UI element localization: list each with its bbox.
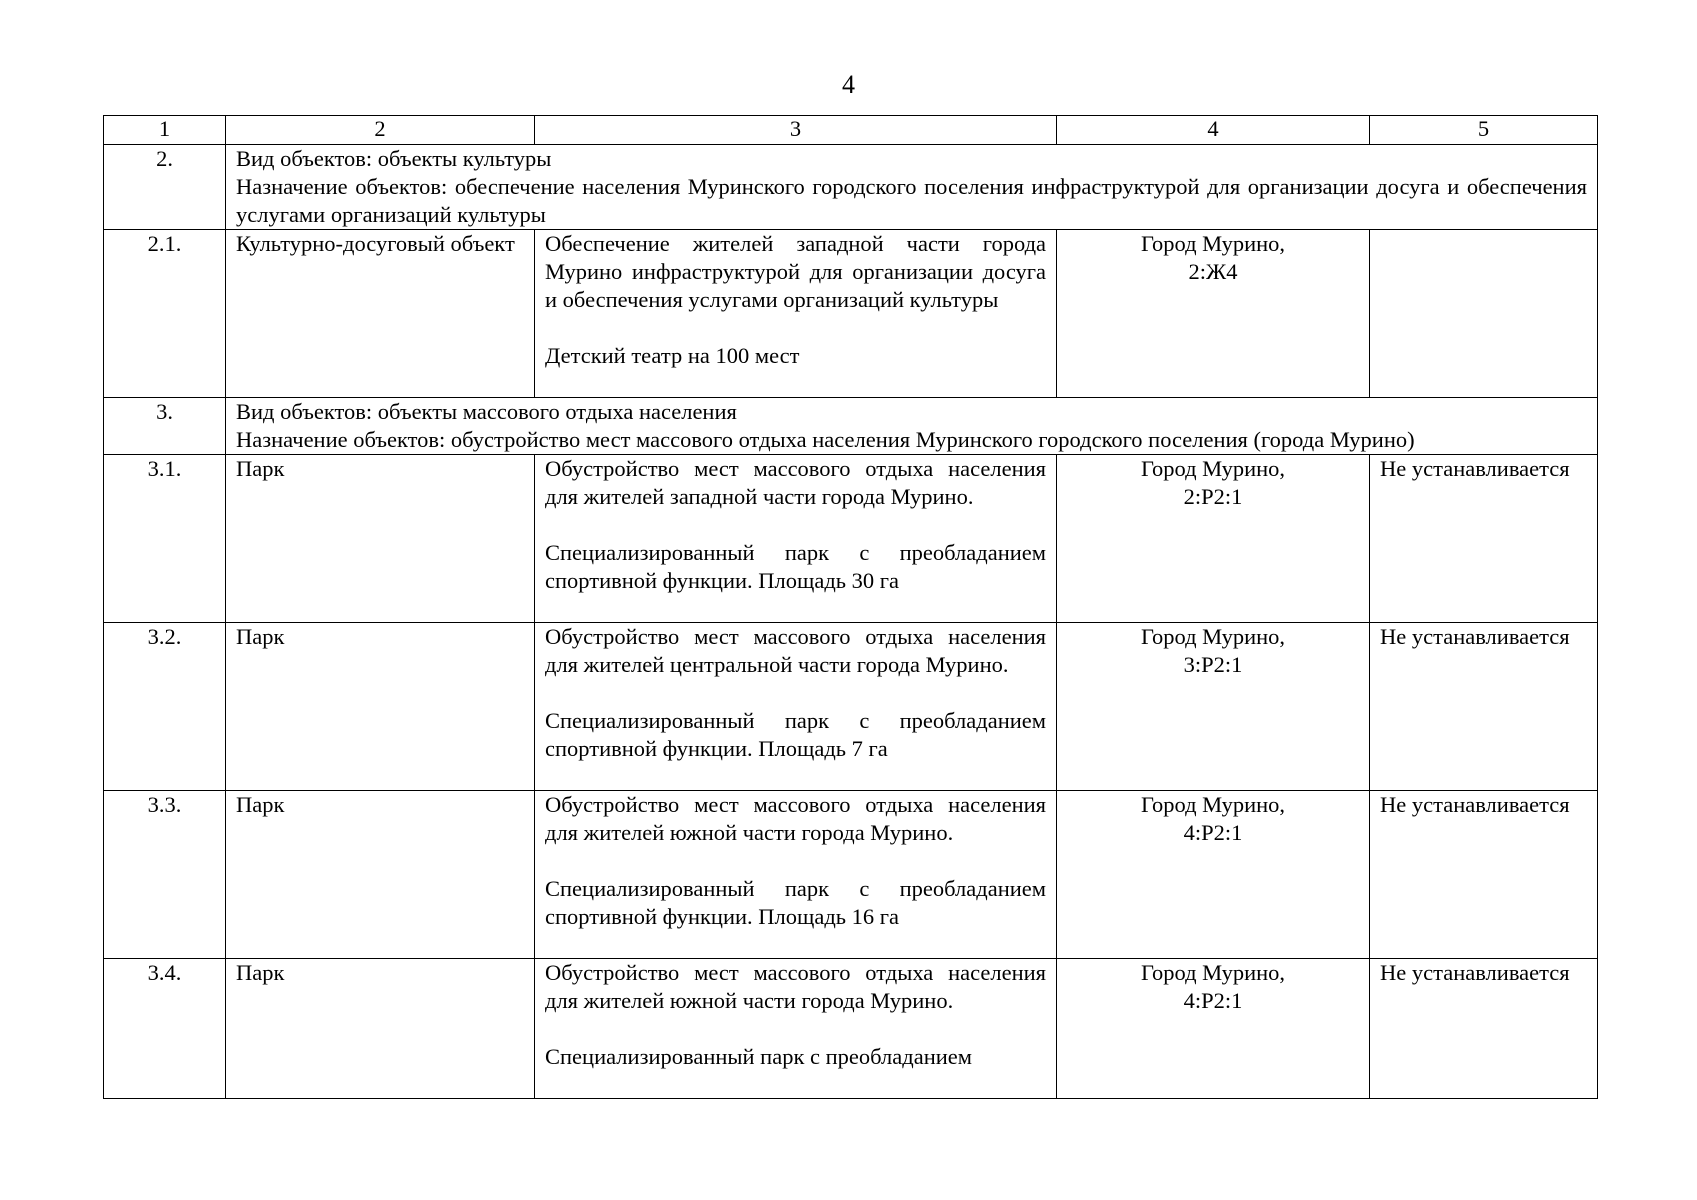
section-description [226,145,1598,230]
description-detail: Специализированный парк с преобладанием спортивной функции. Площадь 30 га [545,540,1046,593]
object-name: Парк [226,959,535,1099]
object-location [1057,791,1370,959]
object-description [535,791,1057,959]
row-number: 3.4. [104,959,226,1099]
table-header-row [104,116,1598,145]
location-zone-code: 4:Р2:1 [1183,820,1243,845]
object-location [1057,623,1370,791]
location-zone-code: 4:Р2:1 [1183,988,1243,1013]
location-city: Город Мурино, [1140,231,1286,256]
description-detail: Специализированный парк с преобладанием спортивной функции. Площадь 7 га [545,708,1046,761]
row-number: 3.1. [104,455,226,623]
section-row [104,398,1598,455]
table-row [104,230,1598,398]
description-text: Обеспечение жителей западной части города Мурино инфраструктурой для организации досуга и обеспечения услугами организаций культуры [545,231,1046,312]
location-zone-code: 2:Ж4 [1188,259,1238,284]
description-detail: Специализированный парк с преобладанием [545,1044,972,1069]
location-city: Город Мурино, [1140,792,1286,817]
object-location [1057,455,1370,623]
table-row [104,959,1598,1099]
restriction-zone [1370,230,1598,398]
description-text: Обустройство мест массового отдыха населения для жителей южной части города Мурино. [545,960,1046,1013]
object-name: Парк [226,455,535,623]
header-col-5: 5 [1370,116,1598,145]
object-description [535,455,1057,623]
section-number: 2. [104,145,226,230]
header-col-1: 1 [104,116,226,145]
location-zone-code: 2:Р2:1 [1183,484,1243,509]
restriction-zone: Не устанавливается [1370,959,1598,1099]
section-number: 3. [104,398,226,455]
table-row [104,455,1598,623]
header-col-2: 2 [226,116,535,145]
header-col-3: 3 [535,116,1057,145]
description-text: Обустройство мест массового отдыха населения для жителей западной части города Мурино. [545,456,1046,509]
object-location [1057,230,1370,398]
description-text: Обустройство мест массового отдыха населения для жителей южной части города Мурино. [545,792,1046,845]
restriction-zone: Не устанавливается [1370,623,1598,791]
row-number: 2.1. [104,230,226,398]
location-city: Город Мурино, [1140,456,1286,481]
section-purpose: Назначение объектов: обеспечение населения Муринского городского поселения инфраструктурой для организации досуга и обеспечения услугами организаций культуры [236,174,1587,227]
table-row [104,791,1598,959]
location-city: Город Мурино, [1140,624,1286,649]
description-detail: Специализированный парк с преобладанием спортивной функции. Площадь 16 га [545,876,1046,929]
object-description [535,230,1057,398]
objects-table [103,115,1598,1099]
table-row [104,623,1598,791]
section-kind: Вид объектов: объекты культуры [236,146,552,171]
header-col-4: 4 [1057,116,1370,145]
object-name: Культурно-досуговый объект [226,230,535,398]
object-description [535,959,1057,1099]
row-number: 3.3. [104,791,226,959]
section-purpose: Назначение объектов: обустройство мест массового отдыха населения Муринского городского поселения (города Мурино) [236,427,1415,452]
location-city: Город Мурино, [1140,960,1286,985]
object-location [1057,959,1370,1099]
page-number: 4 [842,70,855,99]
description-detail: Детский театр на 100 мест [545,343,800,368]
restriction-zone: Не устанавливается [1370,791,1598,959]
section-kind: Вид объектов: объекты массового отдыха населения [236,399,737,424]
object-description [535,623,1057,791]
section-row [104,145,1598,230]
location-zone-code: 3:Р2:1 [1183,652,1243,677]
object-name: Парк [226,791,535,959]
restriction-zone: Не устанавливается [1370,455,1598,623]
object-name: Парк [226,623,535,791]
section-description [226,398,1598,455]
row-number: 3.2. [104,623,226,791]
description-text: Обустройство мест массового отдыха населения для жителей центральной части города Мурино. [545,624,1046,677]
